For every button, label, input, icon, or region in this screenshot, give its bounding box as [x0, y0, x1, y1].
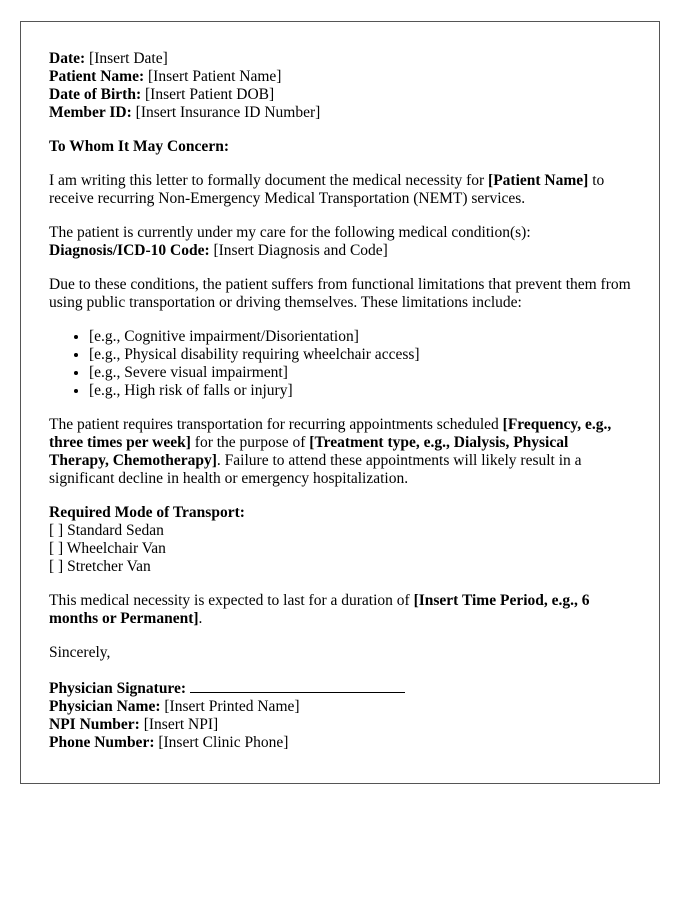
appointments-frequency: [Frequency, e.g., three times per week] [49, 416, 612, 451]
dob-value: [Insert Patient DOB] [141, 86, 275, 103]
signature-line [49, 678, 631, 698]
closing: Sincerely, [49, 644, 111, 661]
list-item: • [e.g., High risk of falls or injury] [89, 382, 631, 400]
phone-line [49, 734, 631, 752]
physician-name-line [49, 698, 631, 716]
transport-option-stretcher-van[interactable]: [ ] Stretcher Van [49, 558, 151, 575]
intro-patient-placeholder: [Patient Name] [488, 172, 589, 189]
patient-name-line [49, 68, 631, 86]
transport-heading: Required Mode of Transport: [49, 504, 245, 521]
member-id-line [49, 104, 631, 122]
limitations-paragraph: Due to these conditions, the patient suffers from functional limitations that prevent them from using public transportation or driving themselves. These limitations include: [49, 276, 631, 311]
diagnosis-value: [Insert Diagnosis and Code] [209, 242, 388, 259]
list-item: • [e.g., Cognitive impairment/Disorientation] [89, 328, 631, 346]
phone-label: Phone Number: [49, 734, 155, 751]
patient-name-label: Patient Name: [49, 68, 145, 85]
physician-name-value: [Insert Printed Name] [160, 698, 300, 715]
dob-line [49, 86, 631, 104]
appointments-paragraph [49, 416, 631, 488]
npi-line [49, 716, 631, 734]
date-value: [Insert Date] [85, 50, 168, 67]
duration-paragraph [49, 592, 631, 628]
list-item: • [e.g., Physical disability requiring wheelchair access] [89, 346, 631, 364]
salutation: To Whom It May Concern: [49, 138, 229, 155]
duration-period: [Insert Time Period, e.g., 6 months or Permanent] [49, 592, 590, 627]
appointments-treatment: [Treatment type, e.g., Dialysis, Physical Therapy, Chemotherapy] [49, 434, 569, 469]
intro-text-before: I am writing this letter to formally document the medical necessity for [49, 172, 489, 189]
duration-text-after: . [198, 610, 203, 627]
intro-paragraph [49, 172, 631, 208]
duration-text-before: This medical necessity is expected to last for a duration of [49, 592, 414, 609]
member-id-label: Member ID: [49, 104, 132, 121]
signature-field[interactable] [190, 678, 405, 693]
patient-name-value: [Insert Patient Name] [144, 68, 282, 85]
date-label: Date: [49, 50, 86, 67]
limitations-list [49, 328, 631, 400]
transport-block [49, 504, 631, 576]
npi-value: [Insert NPI] [139, 716, 219, 733]
header-block [49, 50, 631, 122]
signature-label: Physician Signature: [49, 680, 187, 697]
appointments-text-2: for the purpose of [190, 434, 310, 451]
member-id-value: [Insert Insurance ID Number] [131, 104, 321, 121]
dob-label: Date of Birth: [49, 86, 142, 103]
letter-document [20, 21, 660, 784]
diagnosis-line [49, 242, 631, 260]
diagnosis-label: Diagnosis/ICD-10 Code: [49, 242, 210, 259]
physician-name-label: Physician Name: [49, 698, 161, 715]
list-item: • [e.g., Severe visual impairment] [89, 364, 631, 382]
appointments-text-3: . Failure to attend these appointments will likely result in a significant decline in health or emergency hospitalization. [49, 452, 582, 487]
intro-text-after: to receive recurring Non-Emergency Medical Transportation (NEMT) services. [49, 172, 605, 207]
phone-value: [Insert Clinic Phone] [154, 734, 289, 751]
diagnosis-text: The patient is currently under my care for the following medical condition(s): [49, 224, 531, 241]
date-line [49, 50, 631, 68]
diagnosis-paragraph [49, 224, 631, 260]
transport-option-sedan[interactable]: [ ] Standard Sedan [49, 522, 164, 539]
npi-label: NPI Number: [49, 716, 140, 733]
transport-option-wheelchair-van[interactable]: [ ] Wheelchair Van [49, 540, 166, 557]
appointments-text-1: The patient requires transportation for recurring appointments scheduled [49, 416, 503, 433]
physician-block [49, 678, 631, 752]
